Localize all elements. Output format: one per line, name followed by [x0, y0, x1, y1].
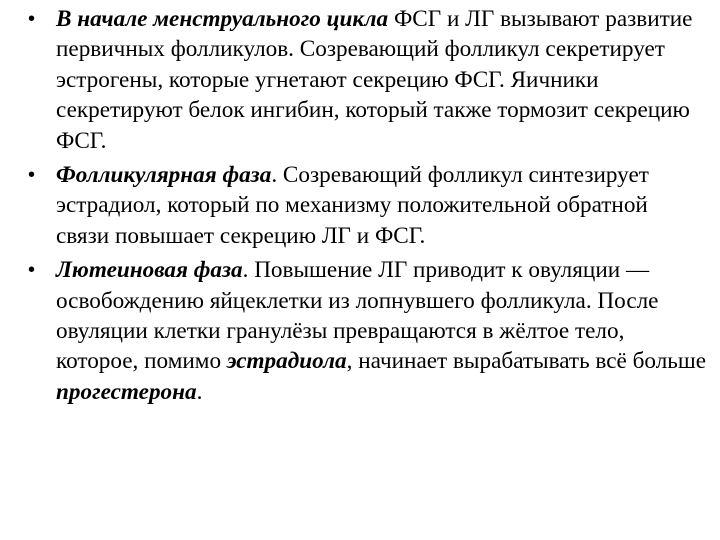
- bullet-text: . Созревающий фолликул синтезирует эстрадиол, который по механизму положительной обратной связи повышает секрецию ЛГ и ФСГ.: [56, 162, 649, 249]
- bullet-list: [26, 4, 706, 411]
- bullet-text: .: [196, 378, 203, 405]
- term-progesterone: прогестерона: [56, 378, 197, 405]
- bullet-luteal-phase: [26, 255, 706, 407]
- term-estradiol: эстрадиола: [226, 348, 347, 375]
- bullet-follicular-phase: [26, 160, 706, 251]
- bullet-dot-icon: •: [28, 164, 36, 187]
- bullet-lead-term: Лютеиновая фаза: [56, 257, 243, 284]
- bullet-text: , начинает вырабатывать всё больше: [346, 348, 707, 375]
- bullet-dot-icon: •: [28, 259, 36, 282]
- bullet-text: ФСГ и ЛГ вызывают развитие первичных фолликулов. Созревающий фолликул секретирует эстрогены, которые угнетают секрецию ФСГ. Яичники секретируют белок ингибин, который также тормозит секрецию ФСГ.: [56, 6, 693, 154]
- bullet-lead-term: В начале менструального цикла: [56, 6, 389, 32]
- bullet-cycle-start: [26, 4, 706, 156]
- bullet-text: . Повышение ЛГ приводит к овуляции — освобождению яйцеклетки из лопнувшего фолликула. После овуляции клетки гранулёзы превращаются в жёлтое тело, которое, помимо: [56, 257, 659, 375]
- bullet-dot-icon: •: [28, 8, 36, 30]
- bullet-lead-term: Фолликулярная фаза: [56, 162, 272, 189]
